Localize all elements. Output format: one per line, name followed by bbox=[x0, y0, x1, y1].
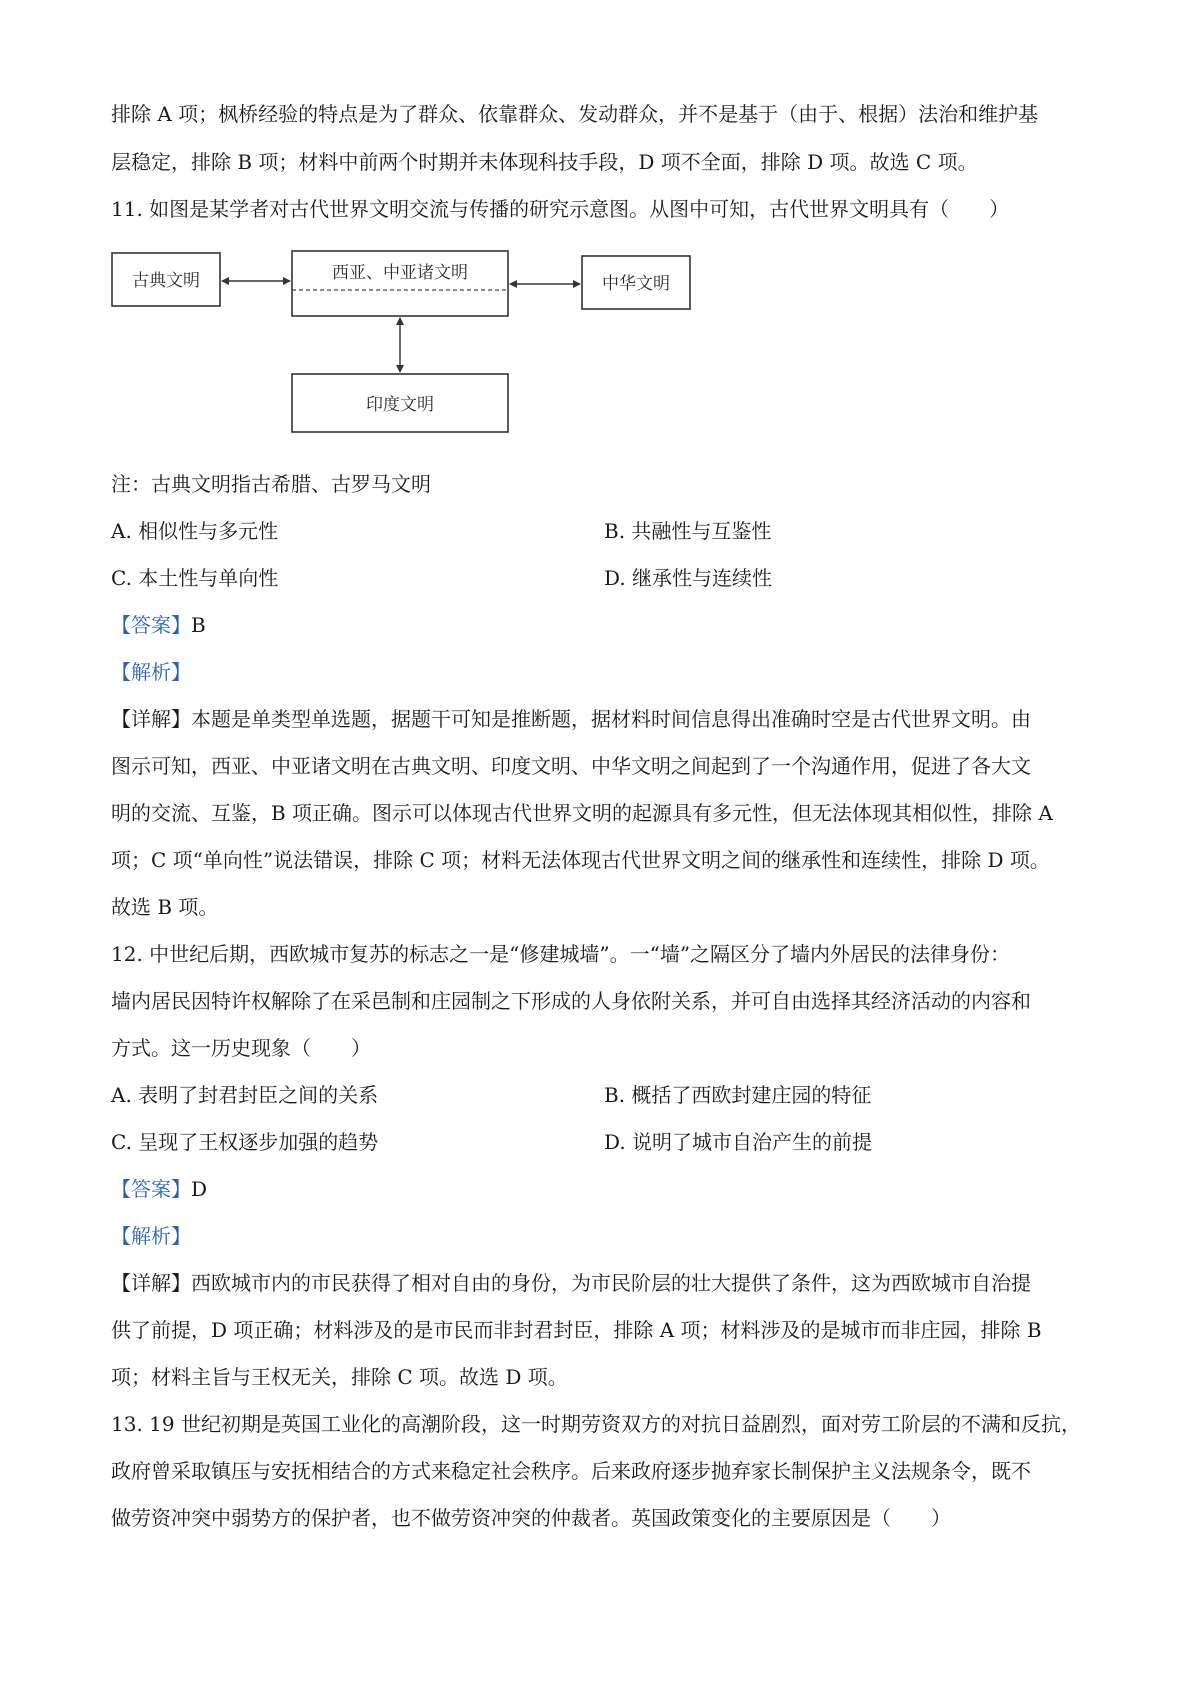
q11-option-a: A. 相似性与多元性 bbox=[111, 519, 279, 543]
box-west-central-asia-label: 西亚、中亚诸文明 bbox=[332, 263, 468, 283]
q11-detail-line-1 bbox=[111, 705, 1101, 733]
q12-analysis-label: 【解析】 bbox=[111, 1224, 191, 1248]
q11-detail-text-1: 本题是单类型单选题，据题干可知是推断题，据材料时间信息得出准确时空是古代世界文明。由 bbox=[191, 707, 1031, 731]
q12-detail-line-1 bbox=[111, 1269, 1101, 1297]
q11-answer-value: B bbox=[191, 613, 206, 637]
q13-stem-line-3: 做劳资冲突中弱势方的保护者，也不做劳资冲突的仲裁者。英国政策变化的主要原因是（ ） bbox=[111, 1506, 951, 1530]
q12-option-d: D. 说明了城市自治产生的前提 bbox=[604, 1130, 873, 1154]
q12-stem-line-3: 方式。这一历史现象（ ） bbox=[111, 1036, 371, 1060]
q11-note: 注：古典文明指古希腊、古罗马文明 bbox=[111, 472, 431, 496]
q11-detail-line-2: 图示可知，西亚、中亚诸文明在古典文明、印度文明、中华文明之间起到了一个沟通作用，促进了各大文 bbox=[111, 754, 1031, 778]
q12-detail-text-1: 西欧城市内的市民获得了相对自由的身份，为市民阶层的壮大提供了条件，这为西欧城市自治提 bbox=[191, 1271, 1031, 1295]
box-classical-label: 古典文明 bbox=[132, 271, 200, 291]
q12-option-c: C. 呈现了王权逐步加强的趋势 bbox=[111, 1130, 379, 1154]
q11-option-b: B. 共融性与互鉴性 bbox=[604, 519, 772, 543]
q12-stem-line-2: 墙内居民因特许权解除了在采邑制和庄园制之下形成的人身依附关系，并可自由选择其经济活动的内容和 bbox=[111, 989, 1031, 1013]
box-chinese-label: 中华文明 bbox=[602, 274, 670, 294]
q11-detail-line-5: 故选 B 项。 bbox=[111, 895, 219, 919]
q12-detail-line-3: 项；材料主旨与王权无关，排除 C 项。故选 D 项。 bbox=[111, 1365, 568, 1389]
q12-option-b: B. 概括了西欧封建庄园的特征 bbox=[604, 1083, 872, 1107]
q12-detail-line-2: 供了前提，D 项正确；材料涉及的是市民而非封君封臣，排除 A 项；材料涉及的是城市而非庄园，排除 B bbox=[111, 1318, 1042, 1342]
q12-stem-line-1: 12. 中世纪后期，西欧城市复苏的标志之一是“修建城墙”。一“墙”之隔区分了墙内外居民的法律身份： bbox=[111, 942, 1011, 966]
q11-stem: 11. 如图是某学者对古代世界文明交流与传播的研究示意图。从图中可知，古代世界文明具有（ ） bbox=[111, 197, 1010, 221]
box-west-central-asia bbox=[292, 251, 508, 316]
q11-option-d: D. 继承性与连续性 bbox=[604, 566, 773, 590]
q11-option-c: C. 本土性与单向性 bbox=[111, 566, 279, 590]
q11-detail-line-4: 项；C 项“单向性”说法错误，排除 C 项；材料无法体现古代世界文明之间的继承性和连续性，排除 D 项。 bbox=[111, 848, 1050, 872]
q13-stem-line-1: 13. 19 世纪初期是英国工业化的高潮阶段，这一时期劳资双方的对抗日益剧烈，面对劳工阶层的不满和反抗， bbox=[111, 1412, 1081, 1436]
q12-answer bbox=[111, 1175, 1101, 1203]
q13-stem-line-2: 政府曾采取镇压与安抚相结合的方式来稳定社会秩序。后来政府逐步抛弃家长制保护主义法规条令，既不 bbox=[111, 1459, 1031, 1483]
q11-answer-label: 【答案】 bbox=[111, 613, 191, 637]
q11-detail-label: 【详解】 bbox=[111, 707, 191, 731]
q11-analysis-label: 【解析】 bbox=[111, 660, 191, 684]
q12-option-a: A. 表明了封君封臣之间的关系 bbox=[111, 1083, 379, 1107]
q11-answer bbox=[111, 611, 1101, 639]
q12-answer-value: D bbox=[191, 1177, 208, 1201]
q12-detail-label: 【详解】 bbox=[111, 1271, 191, 1295]
box-indian-label: 印度文明 bbox=[366, 395, 434, 415]
q12-answer-label: 【答案】 bbox=[111, 1177, 191, 1201]
q11-detail-line-3: 明的交流、互鉴，B 项正确。图示可以体现古代世界文明的起源具有多元性，但无法体现其相似性，排除 A bbox=[111, 801, 1053, 825]
intro-line-2: 层稳定，排除 B 项；材料中前两个时期并未体现科技手段，D 项不全面，排除 D 项。故选 C 项。 bbox=[111, 150, 978, 174]
q11-civilization-diagram bbox=[110, 248, 710, 440]
intro-line-1: 排除 A 项；枫桥经验的特点是为了群众、依靠群众、发动群众，并不是基于（由于、根据）法治和维护基 bbox=[111, 102, 1039, 126]
